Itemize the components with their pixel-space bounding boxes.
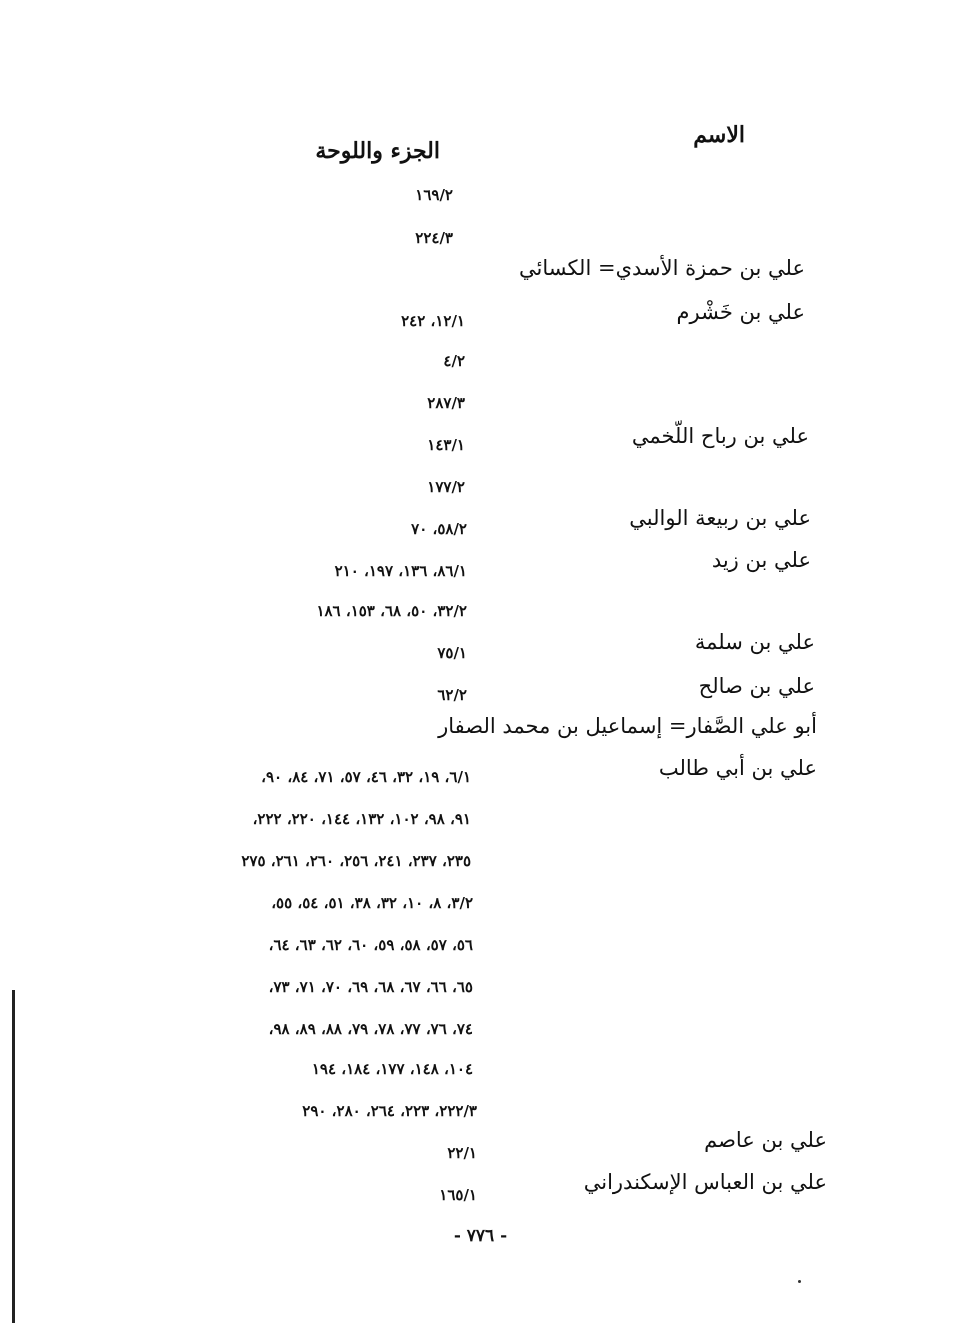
index-entry-refs: ١٦٩/٢ — [415, 186, 453, 204]
index-entry-refs: ٧٥/١ — [437, 644, 467, 662]
index-entry-name: علي بن زيد — [711, 548, 811, 572]
index-entry-refs: ٢٣٥، ٢٣٧، ٢٤١، ٢٥٦، ٢٦٠، ٢٦١، ٢٧٥ — [241, 852, 471, 870]
index-entry-refs: ٢٢٤/٣ — [415, 229, 453, 247]
scan-edge-line — [12, 990, 15, 1323]
index-entry-refs: ٨٦/١، ١٣٦، ١٩٧، ٢١٠ — [334, 562, 467, 580]
index-entry-refs: ١٧٧/٢ — [427, 478, 465, 496]
index-entry-refs: ١٦٥/١ — [439, 1186, 477, 1204]
index-entry-refs: ٩١، ٩٨، ١٠٢، ١٣٢، ١٤٤، ٢٢٠، ٢٢٢، — [252, 810, 471, 828]
index-entry-name: علي بن خَشْرم — [676, 300, 805, 324]
index-entry-refs: ٢٢٢/٣، ٢٢٣، ٢٦٤، ٢٨٠، ٢٩٠ — [302, 1102, 477, 1120]
index-entry-refs: ٢٨٧/٣ — [427, 394, 465, 412]
index-entry-name: علي بن صالح — [698, 674, 815, 698]
page-number: - ٧٧٦ - — [453, 1226, 508, 1246]
index-entry-name: علي بن عاصم — [704, 1128, 827, 1152]
index-entry-refs: ٥٦، ٥٧، ٥٨، ٥٩، ٦٠، ٦٢، ٦٣، ٦٤، — [268, 936, 473, 954]
index-entry-name: علي بن رباح اللّخمي — [631, 424, 809, 448]
index-entry-name: علي بن سلمة — [694, 630, 815, 654]
part-plate-column-header: الجزء واللوحة — [315, 138, 440, 164]
index-entry-refs: ١٤٣/١ — [427, 436, 465, 454]
index-entry-refs: ٥٨/٢، ٧٠ — [411, 520, 467, 538]
index-entry-name: علي بن ربيعة الوالبي — [629, 506, 811, 530]
name-column-header: الاسم — [693, 122, 745, 148]
index-entry-refs: ٣٢/٢، ٥٠، ٦٨، ١٥٣، ١٨٦ — [316, 602, 467, 620]
index-entry-refs: ٦٢/٢ — [437, 686, 467, 704]
index-entry-refs: ١٠٤، ١٤٨، ١٧٧، ١٨٤، ١٩٤ — [311, 1060, 473, 1078]
index-entry-name: علي بن العباس الإسكندراني — [583, 1170, 827, 1194]
index-entry-name: علي بن حمزة الأسدي= الكسائي — [518, 256, 805, 280]
scan-speck — [798, 1280, 801, 1283]
index-entry-refs: ٦٥، ٦٦، ٦٧، ٦٨، ٦٩، ٧٠، ٧١، ٧٣، — [268, 978, 473, 996]
index-entry-name: أبو علي الصَّفار= إسماعيل بن محمد الصفار — [438, 714, 817, 738]
index-entry-refs: ٤/٢ — [443, 352, 465, 370]
index-entry-refs: ٧٤، ٧٦، ٧٧، ٧٨، ٧٩، ٨٨، ٨٩، ٩٨، — [268, 1020, 473, 1038]
index-entry-refs: ٢٢/١ — [447, 1144, 477, 1162]
index-entry-refs: ٦/١، ١٩، ٣٢، ٤٦، ٥٧، ٧١، ٨٤، ٩٠، — [261, 768, 471, 786]
index-entry-name: علي بن أبي طالب — [658, 756, 817, 780]
index-entry-refs: ١٢/١، ٢٤٢ — [401, 312, 465, 330]
index-entry-refs: ٣/٢، ٨، ١٠، ٣٢، ٣٨، ٥١، ٥٤، ٥٥، — [271, 894, 473, 912]
